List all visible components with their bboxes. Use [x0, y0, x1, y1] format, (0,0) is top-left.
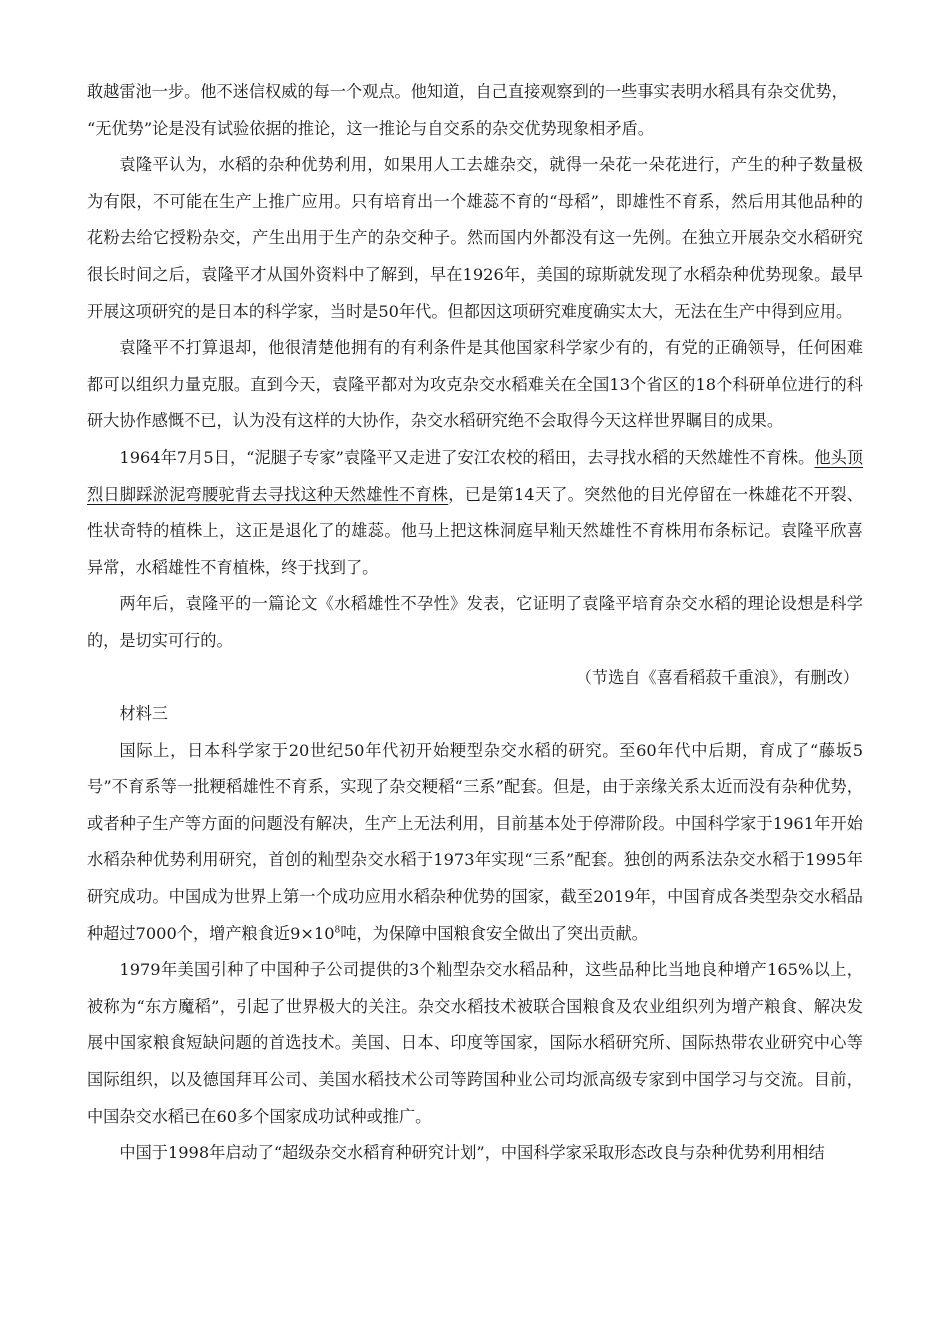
- article-body: [87, 74, 863, 1172]
- source-citation: （节选自《喜看稻菽千重浪》，有删改）: [575, 667, 859, 687]
- paragraph-5: 两年后，袁隆平的一篇论文《水稻雄性不孕性》发表，它证明了袁隆平培育杂交水稻的理论设想是科学的，是切实可行的。: [87, 594, 863, 650]
- paragraph-6-before: 国际上，日本科学家于20世纪50年代初开始粳型杂交水稻的研究。至60年代中后期，育成了“藤坂5号”不育系等一批粳稻雄性不育系，实现了杂交粳稻“三系”配套。但是，由于亲缘关系太近而没有杂种优势，或者种子生产等方面的问题没有解决，生产上无法利用，目前基本处于停滞阶段。中国科学家于1961年开始水稻杂种优势利用研究，首创的籼型杂交水稻于1973年实现“三系”配套。独创的两系法杂交水稻于1995年研究成功。中国成为世界上第一个成功应用水稻杂种优势的国家，截至2019年，中国育成各类型杂交水稻品种超过7000个，增产粮食近9×10: [87, 740, 863, 943]
- paragraph-4-rest: ，已是第14天了。突然他的目光停留在一株雄花不开裂、性状奇特的植株上，这正是退化了的雄蕊。他马上把这株洞庭早籼天然雄性不育株用布条标记。袁隆平欣喜异常，水稻雄性不育植株，终于找到了。: [87, 484, 863, 577]
- paragraph-4: [87, 440, 863, 586]
- paragraph-3: 袁隆平不打算退却，他很清楚他拥有的有利条件是其他国家科学家少有的，有党的正确领导，任何困难都可以组织力量克服。直到今天，袁隆平都对为攻克杂交水稻难关在全国13个省区的18个科研单位进行的科研大协作感慨不已，认为没有这样的大协作，杂交水稻研究绝不会取得今天这样世界瞩目的成果。: [87, 338, 863, 431]
- material-3-heading: 材料三: [119, 704, 168, 724]
- exponent: 8: [334, 925, 341, 936]
- paragraph-7: 1979年美国引种了中国种子公司提供的3个籼型杂交水稻品种，这些品种比当地良种增产165%以上，被称为“东方魔稻”，引起了世界极大的关注。杂交水稻技术被联合国粮食及农业组织列为增产粮食、解决发展中国家粮食短缺问题的首选技术。美国、日本、印度等国家，国际水稻研究所、国际热带农业研究中心等国际组织，以及德国拜耳公司、美国水稻技术公司等跨国种业公司均派高级专家到中国学习与交流。目前，中国杂交水稻已在60多个国家成功试种或推广。: [87, 960, 863, 1126]
- paragraph-1-line-2: “无优势”论是没有试验依据的推论，这一推论与自交系的杂交优势现象相矛盾。: [87, 118, 654, 138]
- paragraph-4-intro: 1964年7月5日，“泥腿子专家”袁隆平又走进了安江农校的稻田，去寻找水稻的天然雄性不育株。: [119, 447, 815, 467]
- paragraph-6-after: 吨，为保障中国粮食安全做出了突出贡献。: [340, 923, 648, 943]
- paragraph-2: 袁隆平认为，水稻的杂种优势利用，如果用人工去雄杂交，就得一朵花一朵花进行，产生的种子数量极为有限，不可能在生产上推广应用。只有培育出一个雄蕊不育的“母稻”，即雄性不育系，然后用其他品种的花粉去给它授粉杂交，产生出用于生产的杂交种子。然而国内外都没有这一先例。在独立开展杂交水稻研究很长时间之后，袁隆平才从国外资料中了解到，早在1926年，美国的琼斯就发现了水稻杂种优势现象。最早开展这项研究的是日本的科学家，当时是50年代。但都因这项研究难度确实太大，无法在生产中得到应用。: [87, 155, 863, 321]
- underlined-sentence: 他头顶烈日脚踩淤泥弯腰驼背去寻找这种天然雄性不育株: [87, 447, 864, 504]
- paragraph-1-line-1: 敢越雷池一步。他不迷信权威的每一个观点。他知道，自己直接观察到的一些事实表明水稻具有杂交优势，: [87, 82, 848, 101]
- paragraph-8: 中国于1998年启动了“超级杂交水稻育种研究计划”，中国科学家采取形态改良与杂种优势利用相结: [119, 1143, 825, 1163]
- paragraph-6: [87, 733, 863, 953]
